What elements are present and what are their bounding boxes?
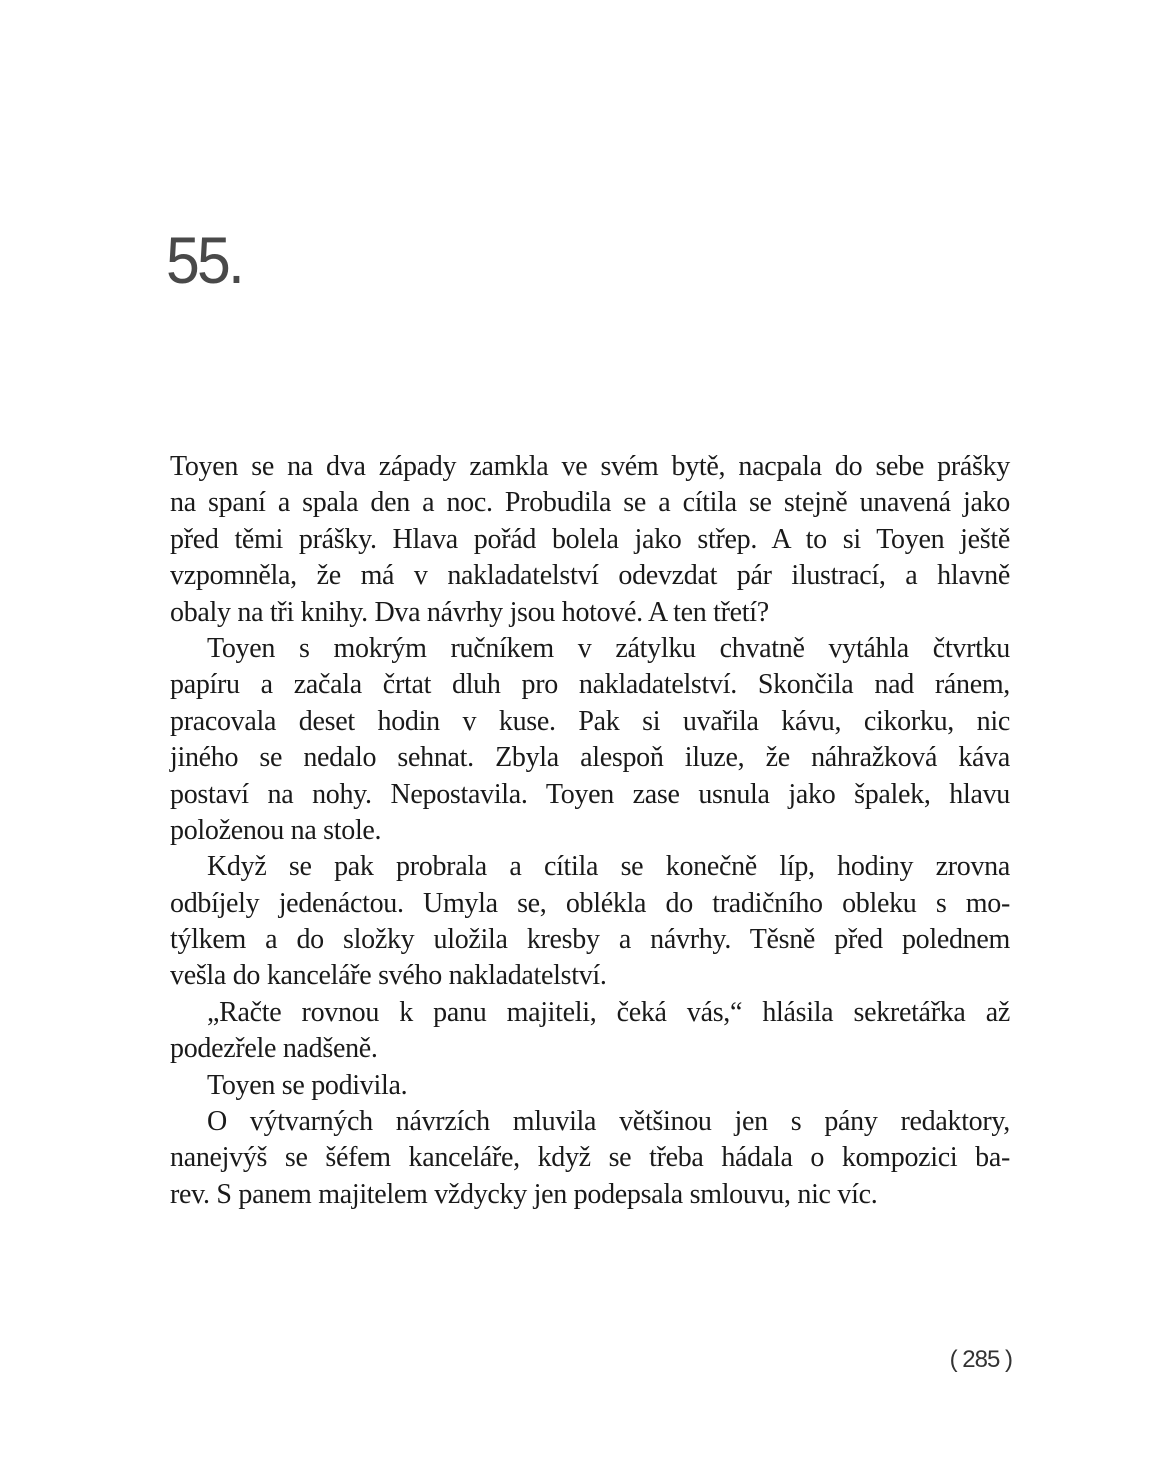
- text-line: „Račte rovnou k panu majiteli, čeká vás,“ hlásila sekretářka až: [207, 996, 1010, 1028]
- paragraph: [170, 1104, 1010, 1213]
- text-line: vzpomněla, že má v nakladatelství odevzdat pár ilustrací, a hlavně: [170, 560, 1010, 592]
- body-text: [170, 449, 1010, 1213]
- text-line: pracovala deset hodin v kuse. Pak si uvařila kávu, cikorku, nic: [170, 705, 1010, 737]
- page-number: ( 285 ): [949, 1346, 1012, 1373]
- text-line: papíru a začala črtat dluh pro nakladatelství. Skončila nad ránem,: [170, 669, 1010, 701]
- text-line: rev. S panem majitelem vždycky jen podepsala smlouvu, nic víc.: [170, 1178, 878, 1210]
- text-line: Toyen se na dva západy zamkla ve svém bytě, nacpala do sebe prášky: [170, 451, 1010, 482]
- text-line: podezřele nadšeně.: [170, 1033, 378, 1065]
- text-line: na spaní a spala den a noc. Probudila se a cítila se stejně unavená jako: [170, 487, 1010, 519]
- text-line: O výtvarných návrzích mluvila většinou jen s pány redaktory,: [207, 1106, 1010, 1138]
- text-line: obaly na tři knihy. Dva návrhy jsou hotové. A ten třetí?: [170, 596, 769, 628]
- text-line: týlkem a do složky uložila kresby a návrhy. Těsně před polednem: [170, 924, 1010, 956]
- text-line: Když se pak probrala a cítila se konečně líp, hodiny zrovna: [207, 851, 1010, 883]
- paragraph: [170, 449, 1010, 631]
- text-line: nanejvýš se šéfem kanceláře, když se třeba hádala o kompozici ba-: [170, 1142, 1010, 1174]
- text-line: před těmi prášky. Hlava pořád bolela jako střep. A to si Toyen ještě: [170, 523, 1010, 555]
- text-line: položenou na stole.: [170, 814, 382, 846]
- text-line: jiného se nedalo sehnat. Zbyla alespoň iluze, že náhražková káva: [170, 742, 1010, 774]
- chapter-number: 55.: [166, 223, 243, 297]
- text-line: postaví na nohy. Nepostavila. Toyen zase usnula jako špalek, hlavu: [170, 778, 1010, 810]
- paragraph: [170, 849, 1010, 995]
- text-line: Toyen se podivila.: [207, 1069, 408, 1101]
- paragraph: [170, 995, 1010, 1068]
- paragraph: [170, 631, 1010, 849]
- text-line: odbíjely jedenáctou. Umyla se, oblékla do tradičního obleku s mo-: [170, 887, 1010, 919]
- paragraph: [170, 1068, 1010, 1104]
- text-line: vešla do kanceláře svého nakladatelství.: [170, 960, 607, 992]
- text-line: Toyen s mokrým ručníkem v zátylku chvatně vytáhla čtvrtku: [207, 632, 1010, 664]
